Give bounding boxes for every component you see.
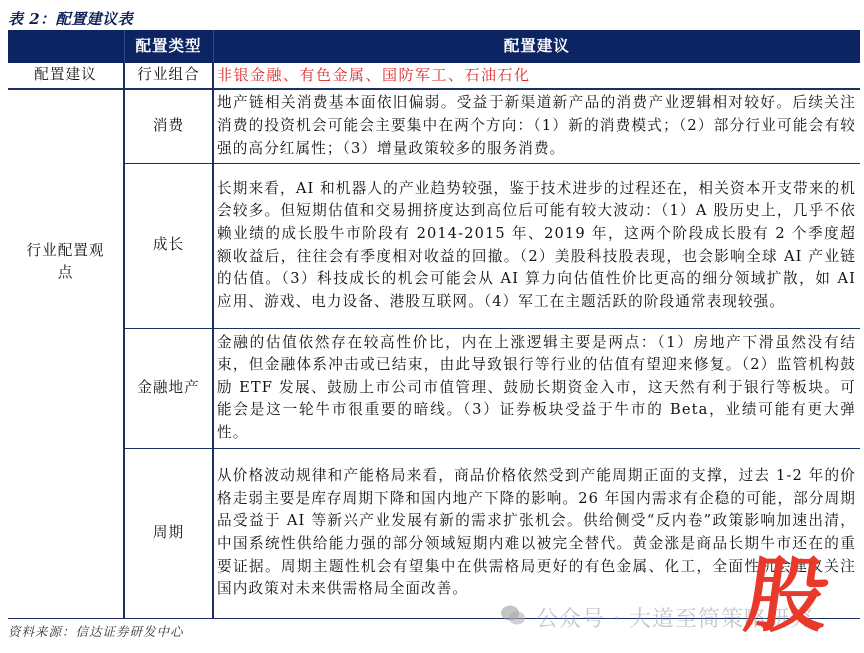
allocation-table xyxy=(8,30,860,619)
industry-views-label: 行业配置观点 xyxy=(26,242,105,281)
row-text: 金融的估值依然存在较高性价比，内在上涨逻辑主要是两点：（1）房地产下滑虽然没有结束，但金融体系冲击或已结束，由此导致银行等行业的估值有望迎来修复。（2）监管机构鼓励 ETF 发展、鼓励上市公司市值管理、鼓励长期资金入市，这天然有利于银行等板块。可能会是这一轮牛市很重要的暗线。（3）证券板块受益于牛市的 Beta，业绩可能有更大弹性。 xyxy=(213,328,860,448)
row-text: 长期来看，AI 和机器人的产业趋势较强，鉴于技术进步的过程还在，相关资本开支带来的机会较多。但短期估值和交易拥挤度达到高位后可能有较大波动：（1）A 股历史上，几乎不依赖业绩的成长股牛市阶段有 2014-2015 年、2019 年，这两个阶段成长股有 2 个季度超额收益后，往往会有季度相对收益的回撤。（2）美股科技股表现，也会影响全球 AI 产业链的估值。（3）科技成长的机会可能会从 AI 算力向估值性价比更高的细分领域扩散，如 AI 应用、游戏、电力设备、港股互联网。（4）军工在主题活跃的阶段通常表现较强。 xyxy=(213,163,860,328)
table-header-row xyxy=(8,30,860,63)
row-type: 行业组合 xyxy=(124,63,213,89)
table-row-allocation-suggestion xyxy=(8,63,860,89)
recommended-industries: 非银金融、有色金属、国防军工、石油石化 xyxy=(213,63,860,89)
row-text: 地产链相关消费基本面依旧偏弱。受益于新渠道新产品的消费产业逻辑相对较好。后续关注消费的投资机会可能会主要集中在两个方向：（1）新的消费模式；（2）部分行业可能会有较强的高分红属性；（3）增量政策较多的服务消费。 xyxy=(213,89,860,163)
header-col-category xyxy=(8,30,124,63)
table-row-growth xyxy=(8,163,860,328)
row-type: 周期 xyxy=(124,448,213,618)
row-category: 配置建议 xyxy=(8,63,124,89)
header-col-type: 配置类型 xyxy=(124,30,213,63)
table-row-consumption xyxy=(8,89,860,163)
header-col-suggestion: 配置建议 xyxy=(213,30,860,63)
table-caption: 表 2：配置建议表 xyxy=(8,10,134,28)
watermark-stamp: 股 xyxy=(739,549,835,644)
row-type: 成长 xyxy=(124,163,213,328)
row-type: 消费 xyxy=(124,89,213,163)
table-row-finance-realestate xyxy=(8,328,860,448)
source-note: 资料来源：信达证券研发中心 xyxy=(8,624,184,639)
watermark-text: 公众号 · 大道至简策略研究 xyxy=(536,607,813,632)
row-text: 从价格波动规律和产能格局来看，商品价格依然受到产能周期正面的支撑，过去 1-2 年的价格走弱主要是库存周期下降和国内地产下降的影响。26 年国内需求有企稳的可能，部分周期品受益于 AI 等新兴产业发展有新的需求扩张机会。供给侧受“反内卷”政策影响加速出清，中国系统性供给能力强的部分领域短期内难以被完全替代。黄金涨是商品长期牛市还在的重要证据。周期主题性机会有望集中在供需格局更好的有色金属、化工，全面性机会建议关注国内政策对未来供需格局全面改善。 xyxy=(213,448,860,618)
table-row-cyclical xyxy=(8,448,860,618)
wechat-icon xyxy=(500,604,526,626)
row-type: 金融地产 xyxy=(124,328,213,448)
row-category xyxy=(8,89,124,618)
